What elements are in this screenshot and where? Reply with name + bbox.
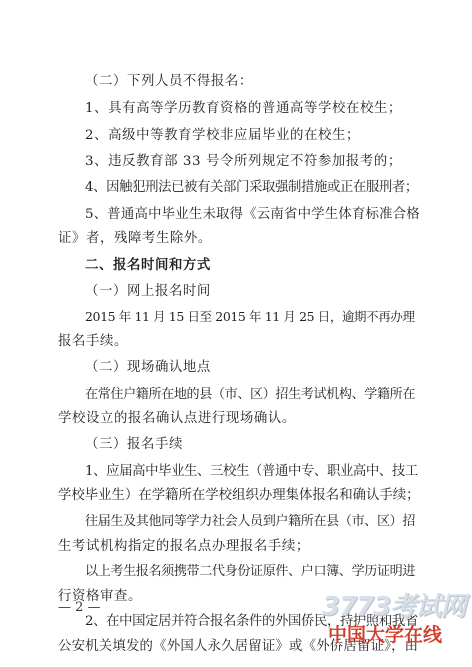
paragraph-line: 报名手续。 [58, 334, 128, 349]
paragraph-line: 1、应届高中毕业生、三校生（普通中专、职业高中、技工 [85, 464, 418, 479]
paragraph-line: 2、在中国定居并符合报名条件的外国侨民，持护照和我省 [85, 614, 418, 629]
page-number: — 2 — [58, 600, 101, 615]
paragraph-line: 2015 年 11 月 15 日至 2015 年 11 月 25 日，逾期不再办理 [85, 309, 415, 324]
section-heading: （二）下列人员不得报名： [85, 74, 253, 89]
paragraph-line: 公安机关填发的《外国人永久居留证》或《外侨居留证》，由 [58, 639, 419, 654]
paragraph-line: 学校设立的报名确认点进行现场确认。 [58, 411, 296, 426]
paragraph-line: 2、高级中等教育学校非应届毕业的在校生； [85, 128, 360, 143]
paragraph-line: 学校毕业生）在学籍所在学校组织办理集体报名和确认手续； [58, 488, 420, 503]
watermark-name: 中国大学在线 [328, 624, 443, 646]
paragraph-line: 生考试机构指定的报名点办理报名手续； [58, 539, 310, 554]
paragraph-line: 3、违反教育部 33 号令所列规定不符参加报考的； [85, 154, 402, 169]
paragraph-line: 1、具有高等学历教育资格的普通高等学校在校生； [85, 101, 402, 116]
paragraph-line: 行资格审查。 [58, 589, 142, 604]
paragraph-line: 证》者，残障考生除外。 [58, 231, 212, 246]
watermark-site-logo: 3773考试网 [322, 592, 466, 622]
subsection-heading: （一）网上报名时间 [85, 284, 211, 299]
section-heading: 二、报名时间和方式 [85, 258, 211, 273]
paragraph-line: 5、普通高中毕业生未取得《云南省中学生体育标准合格 [85, 207, 420, 222]
subsection-heading: （三）报名手续 [85, 437, 183, 452]
subsection-heading: （二）现场确认地点 [85, 360, 211, 375]
paragraph-line: 往届生及其他同等学力社会人员到户籍所在县（市、区）招 [85, 514, 416, 529]
paragraph-line: 4、因触犯刑法已被有关部门采取强制措施或正在服刑者； [85, 180, 418, 195]
paragraph-line: 以上考生报名须携带二代身份证原件、户口簿、学历证明进 [85, 564, 416, 579]
paragraph-line: 在常住户籍所在地的县（市、区）招生考试机构、学籍所在 [85, 387, 416, 402]
